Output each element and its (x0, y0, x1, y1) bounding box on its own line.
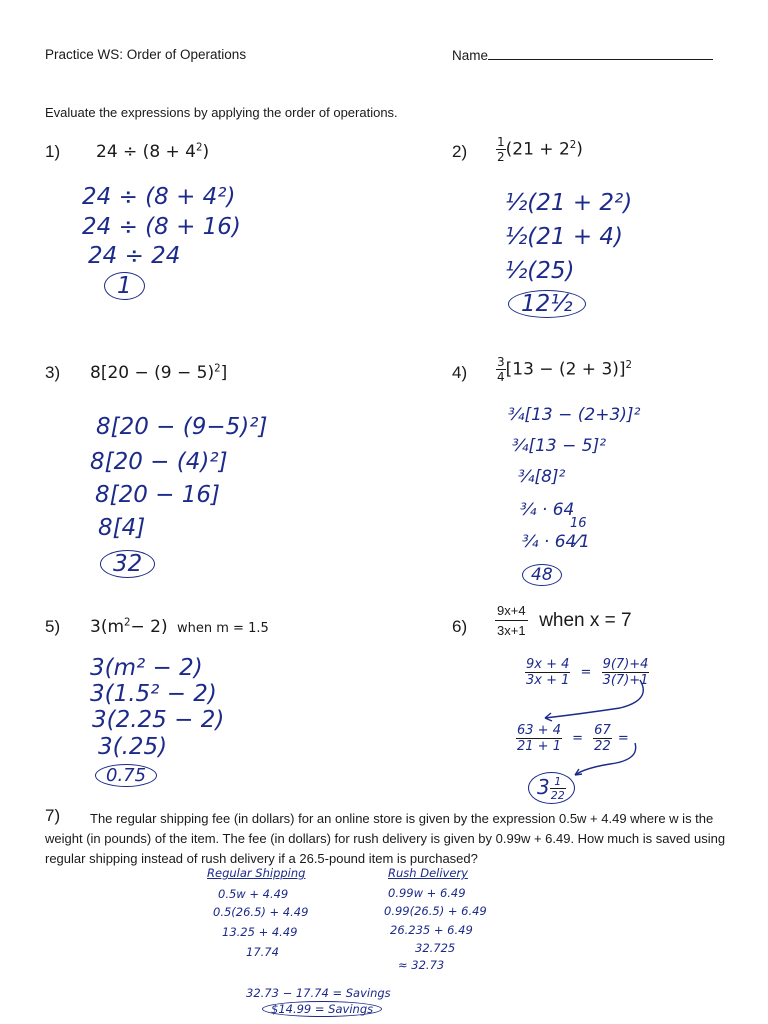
answer-circle: 1 (104, 272, 145, 300)
work-line: 3(.25) (98, 734, 168, 760)
problem-number: 5) (45, 617, 61, 636)
problem-number: 1) (45, 142, 61, 161)
work-line: 8[20 − (4)²] (90, 449, 228, 475)
work-line: 0.99(26.5) + 6.49 (384, 904, 487, 918)
problem-text: The regular shipping fee (in dollars) for an online store is given by the expression 0.5w + 4.49 where w is the weight (in pounds) of the item. The fee (in dollars) for rush delivery is given by 0.99w + 6.49. How much is saved using regular shipping instead of rush delivery if a 26.5-pound item is purchased? (45, 811, 726, 866)
work-line: 13.25 + 4.49 (222, 925, 298, 939)
work-line: 8[20 − (9−5)²] (96, 414, 268, 440)
work-line: ½(25) (505, 258, 575, 284)
work-line: 3(m² − 2) (90, 655, 203, 681)
problem-expression: $3(m^2- 2)$ when m = 1.5 (90, 617, 269, 637)
work-line: ¾[13 − (2+3)]² (508, 405, 641, 425)
work-line: 32.725 (415, 941, 456, 955)
work-line: 17.74 (246, 945, 279, 959)
work-line: 8[4] (98, 515, 146, 541)
answer-circle: 3 $\frac{1}{22}$ (528, 772, 575, 804)
work-line: 26.235 + 6.49 (390, 923, 473, 937)
work-line: $\frac{9x + 4}{3x + 1}$ = $\frac{9(7)+4}{3(7)+1}$ (526, 657, 649, 688)
worksheet-title: Practice WS: Order of Operations (45, 47, 247, 62)
work-line: 3(2.25 − 2) (92, 707, 225, 733)
answer-circle: 32 (100, 550, 155, 578)
work-line: 3(1.5² − 2) (90, 681, 217, 707)
answer-circle: 0.75 (95, 761, 157, 787)
answer-circle: 48 (522, 564, 562, 586)
savings-line: 32.73 − 17.74 = Savings (246, 986, 391, 1000)
work-line: 0.5(26.5) + 4.49 (213, 905, 309, 919)
work-line: ½(21 + 4) (505, 224, 624, 250)
work-line: ½(21 + 2²) (505, 190, 633, 216)
instructions: Evaluate the expressions by applying the order of operations. (45, 105, 398, 120)
work-line: 24 ÷ (8 + 16) (82, 214, 241, 240)
work-line: ¾ · 64 (520, 500, 575, 520)
column-heading: Regular Shipping (207, 866, 306, 880)
side-note: 16 (570, 516, 587, 531)
work-line: ¾[8]² (518, 467, 566, 487)
problem-expression: $\frac{3}{4}$ $[13 - (2 + 3)]^2$ (497, 355, 633, 384)
name-label: Name (452, 48, 489, 63)
problem-number: 7) (45, 806, 61, 825)
work-line: 24 ÷ 24 (88, 243, 181, 269)
problem-expression: $\frac{9x+4}{3x+1}$ when x = 7 (497, 603, 632, 638)
problem-number: 4) (452, 363, 468, 382)
work-line: 0.99w + 6.49 (388, 886, 466, 900)
problem-number: 3) (45, 363, 61, 382)
problem-expression: $24 \div (8 + 4^2)$ (96, 142, 210, 162)
work-line: ¾[13 − 5]² (512, 436, 607, 456)
problem-number: 2) (452, 142, 468, 161)
problem-expression: $\frac{1}{2}$ $(21 + 2^2)$ (497, 135, 583, 164)
work-line: 24 ÷ (8 + 4²) (82, 184, 236, 210)
work-line: ¾ · 64⁄1 (522, 532, 590, 552)
problem-expression: $8[20 - (9 - 5)^2]$ (90, 363, 228, 383)
answer-circle: $14.99 = Savings (262, 1001, 382, 1017)
work-line: $\frac{63 + 4}{21 + 1}$ = $\frac{67}{22}$ = (517, 723, 629, 754)
problem-number: 6) (452, 617, 468, 636)
work-line: ≈ 32.73 (398, 958, 445, 972)
work-line: 8[20 − 16] (95, 482, 221, 508)
answer-circle: 12½ (508, 290, 586, 318)
work-line: 0.5w + 4.49 (218, 887, 289, 901)
column-heading: Rush Delivery (388, 866, 468, 880)
